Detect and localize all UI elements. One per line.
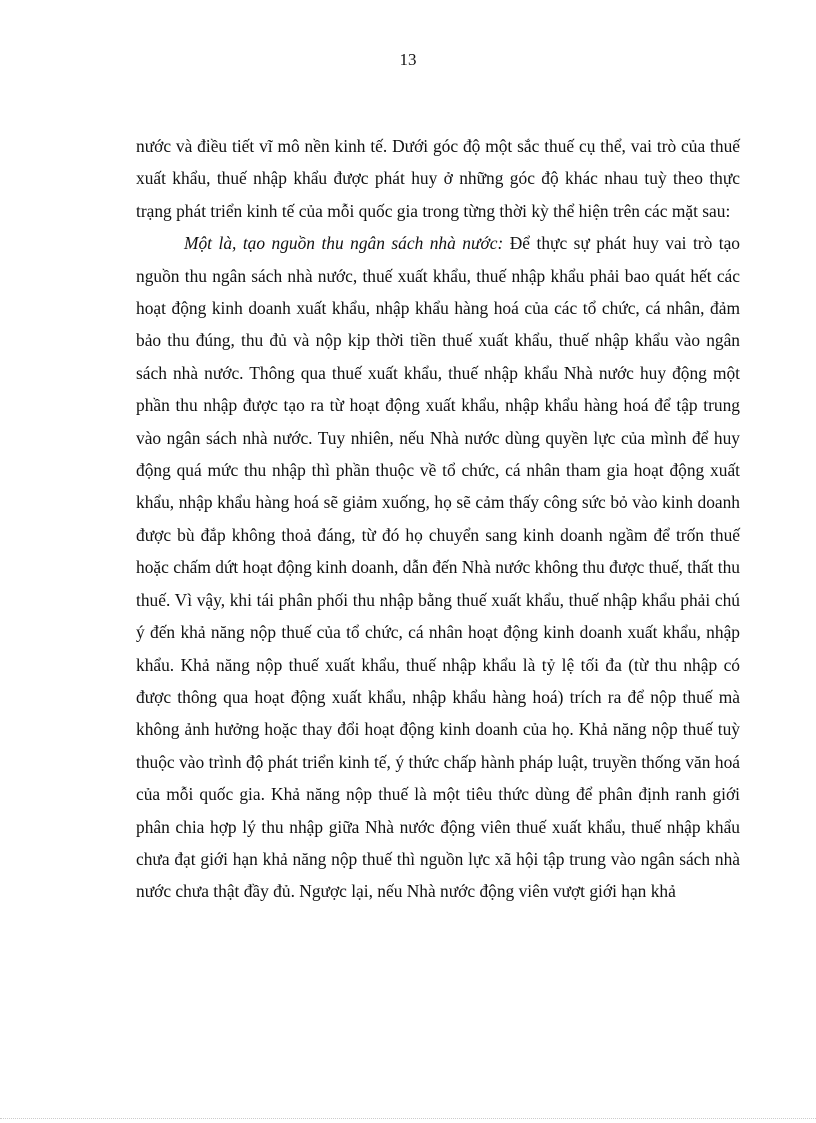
paragraph-body: Để thực sự phát huy vai trò tạo nguồn thu ngân sách nhà nước, thuế xuất khẩu, thuế nhập khẩu phải bao quát hết các hoạt động kinh doanh xuất khẩu, nhập khẩu hàng hoá của các tổ chức, cá nhân, đảm bảo thu đúng, thu đủ và nộp kịp thời tiền thuế xuất khẩu, thuế nhập khẩu vào ngân sách nhà nước. Thông qua thuế xuất khẩu, thuế nhập khẩu Nhà nước huy động một phần thu nhập được tạo ra từ hoạt động xuất khẩu, nhập khẩu hàng hoá để tập trung vào ngân sách nhà nước. Tuy nhiên, nếu Nhà nước dùng quyền lực của mình để huy động quá mức thu nhập thì phần thuộc về tổ chức, cá nhân tham gia hoạt động xuất khẩu, nhập khẩu hàng hoá sẽ giảm xuống, họ sẽ cảm thấy công sức bỏ vào kinh doanh được bù đắp không thoả đáng, từ đó họ chuyển sang kinh doanh ngầm để trốn thuế hoặc chấm dứt hoạt động kinh doanh, dẫn đến Nhà nước không thu được thuế, thất thu thuế. Vì vậy, khi tái phân phối thu nhập bằng thuế xuất khẩu, thuế nhập khẩu phải chú ý đến khả năng nộp thuế của tổ chức, cá nhân hoạt động kinh doanh xuất khẩu, nhập khẩu. Khả năng nộp thuế xuất khẩu, thuế nhập khẩu là tỷ lệ tối đa (từ thu nhập có được thông qua hoạt động xuất khẩu, nhập khẩu hàng hoá) trích ra để nộp thuế mà không ảnh hưởng hoặc thay đổi hoạt động kinh doanh của họ. Khả năng nộp thuế tuỳ thuộc vào trình độ phát triển kinh tế, ý thức chấp hành pháp luật, truyền thống văn hoá của mỗi quốc gia. Khả năng nộp thuế là một tiêu thức dùng để phân định ranh giới phân chia hợp lý thu nhập giữa Nhà nước động viên thuế xuất khẩu, thuế nhập khẩu chưa đạt giới hạn khả năng nộp thuế thì nguồn lực xã hội tập trung vào ngân sách nhà nước chưa thật đầy đủ. Ngược lại, nếu Nhà nước động viên vượt giới hạn khả [136, 233, 741, 902]
document-body [136, 130, 740, 908]
paragraph-revenue-role [136, 227, 740, 908]
paragraph-continued: nước và điều tiết vĩ mô nền kinh tế. Dưới góc độ một sắc thuế cụ thể, vai trò của thuế xuất khẩu, thuế nhập khẩu được phát huy ở những góc độ khác nhau tuỳ theo thực trạng phát triển kinh tế của mỗi quốc gia trong từng thời kỳ thể hiện trên các mặt sau: [136, 136, 740, 221]
page-number: 13 [399, 50, 417, 69]
paragraph-lead-in: Một là, tạo nguồn thu ngân sách nhà nước: [184, 233, 504, 254]
page-bottom-rule [0, 1118, 816, 1120]
